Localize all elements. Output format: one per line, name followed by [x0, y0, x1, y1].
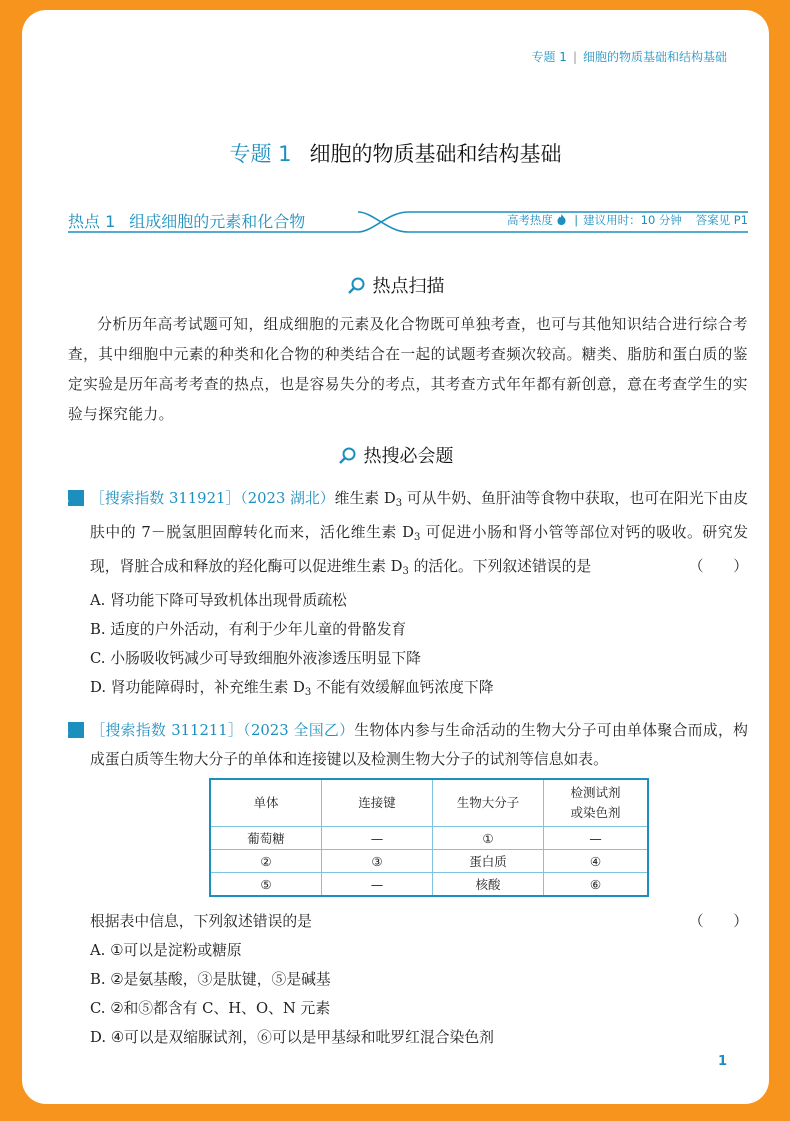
chapter-title: [22, 138, 769, 168]
subscript-3: 3: [402, 566, 409, 577]
option-b: B. ②是氨基酸，③是肽键，⑤是碱基: [90, 971, 331, 988]
table-header-row: [210, 779, 648, 827]
hotspot-label: 热点 1: [68, 212, 116, 231]
magnifier-icon: [338, 447, 358, 465]
table-row: [210, 850, 648, 873]
table-header-line: 或染色剂: [570, 805, 621, 820]
option-d-part: 不能有效缓解血钙浓度下降: [311, 679, 494, 696]
scan-heading: [22, 272, 769, 298]
question-2-stem: [60, 716, 748, 774]
info-table: [209, 778, 649, 897]
table-cell: —: [322, 873, 433, 897]
table-cell: —: [322, 827, 433, 850]
flame-icon: [557, 214, 566, 225]
answer-parentheses: （ ）: [688, 913, 748, 930]
question-1-stem-part: 的活化。下列叙述错误的是: [408, 558, 592, 575]
question-2-prompt-text: 根据表中信息，下列叙述错误的是: [90, 913, 312, 930]
search-heading: [22, 442, 769, 468]
subscript-3: 3: [414, 532, 421, 543]
hotspot-bar: [68, 206, 748, 234]
option-a: A. ①可以是淀粉或糖原: [90, 942, 242, 959]
hotspot-title: [68, 209, 305, 232]
table-cell: ①: [433, 827, 544, 850]
table-cell: ②: [210, 850, 322, 873]
suggested-time: 建议用时：10 分钟: [583, 213, 682, 227]
scan-heading-text: 热点扫描: [372, 276, 445, 297]
table-cell: ⑥: [544, 873, 649, 897]
question-1-stem-part: 维生素 D: [334, 490, 396, 507]
meta-divider: |: [574, 213, 579, 227]
answer-parentheses: （ ）: [688, 558, 748, 575]
table-row: [210, 827, 648, 850]
option-b: B. 适度的户外活动，有利于少年儿童的骨骼发育: [90, 621, 407, 638]
question-2-number: 2: [68, 722, 84, 738]
question-1-number: 1: [68, 490, 84, 506]
table-header: 单体: [210, 779, 322, 827]
running-header-separator: |: [572, 50, 577, 64]
table-cell: 葡萄糖: [210, 827, 322, 850]
table-header-line: 检测试剂: [570, 785, 621, 800]
page: [22, 10, 769, 1104]
table-header: 连接键: [322, 779, 433, 827]
hotspot-meta: [507, 212, 748, 228]
question-1-stem-part: 可促进小肠和肾小管等部位对钙的吸收。研究发现，肾脏合成和释放的羟化酶可以促进维生素 D: [90, 524, 748, 575]
question-2-stem-text: 生物体内参与生命活动的生物大分子可由单体聚合而成，构成蛋白质等生物大分子的单体和连接键以及检测生物大分子的试剂等信息如表。: [90, 722, 748, 768]
question-2-options: [68, 907, 748, 1052]
table-cell: —: [544, 827, 649, 850]
question-1: [60, 484, 748, 707]
subscript-3: 3: [304, 687, 312, 698]
table-row: [210, 873, 648, 897]
search-heading-text: 热搜必会题: [363, 446, 454, 467]
heat-label: 高考热度: [506, 213, 553, 227]
question-2-prompt: [68, 907, 748, 936]
question-1-stem: [60, 484, 748, 586]
question-1-tag: ［搜索指数 311921］（2023 湖北）: [90, 490, 335, 507]
table-cell: ④: [544, 850, 649, 873]
option-a: A. 肾功能下降可导致机体出现骨质疏松: [90, 592, 347, 609]
subscript-3: 3: [395, 498, 403, 509]
question-2: [60, 716, 748, 774]
chapter-name: 细胞的物质基础和结构基础: [309, 142, 562, 166]
magnifier-icon: [347, 277, 367, 295]
table-cell: ③: [322, 850, 433, 873]
table-cell: 核酸: [433, 873, 544, 897]
page-number: 1: [717, 1054, 727, 1069]
hotspot-name: 组成细胞的元素和化合物: [129, 212, 306, 231]
question-2-tag: ［搜索指数 311211］（2023 全国乙）: [90, 722, 355, 739]
answer-ref: 答案见 P1: [695, 213, 748, 227]
option-c: C. ②和⑤都含有 C、H、O、N 元素: [90, 1000, 331, 1017]
option-d-part: D. 肾功能障碍时，补充维生素 D: [90, 679, 305, 696]
option-c: C. 小肠吸收钙减少可导致细胞外液渗透压明显下降: [90, 650, 421, 667]
table-header: [544, 779, 649, 827]
option-d: [68, 673, 748, 707]
chapter-number: 专题 1: [229, 142, 292, 166]
table-header: 生物大分子: [433, 779, 544, 827]
scan-paragraph: 分析历年高考试题可知，组成细胞的元素及化合物既可单独考查，也可与其他知识结合进行综合考查，其中细胞中元素的种类和化合物的种类结合在一起的试题考查频次较高。糖类、脂肪和蛋白质的鉴定实验是历年高考考查的热点，也是容易失分的考点，其考查方式年年都有新创意，意在考查学生的实验与探究能力。: [68, 316, 748, 423]
question-1-stem-part: 可从牛奶、鱼肝油等食物中获取，也可在阳光下由皮肤中的 7－脱氢胆固醇转化而来，活化维生素 D: [90, 490, 748, 541]
running-header: [531, 48, 727, 65]
table-cell: ⑤: [210, 873, 322, 897]
running-header-topic: 专题 1: [531, 50, 567, 64]
table-cell: 蛋白质: [433, 850, 544, 873]
running-header-title: 细胞的物质基础和结构基础: [582, 50, 727, 64]
option-d: D. ④可以是双缩脲试剂，⑥可以是甲基绿和吡罗红混合染色剂: [90, 1029, 494, 1046]
